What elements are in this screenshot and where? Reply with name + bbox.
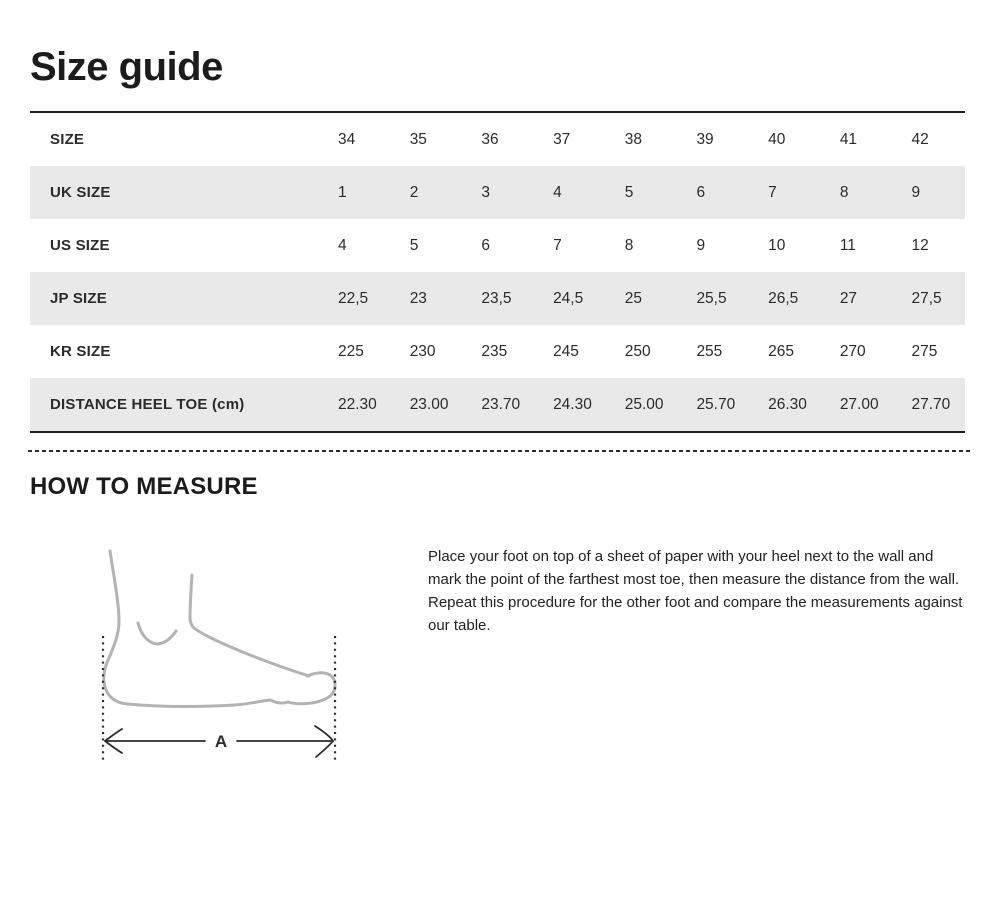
size-value: 11: [839, 236, 856, 254]
size-value: 42: [911, 130, 929, 148]
size-value: 38: [624, 130, 642, 148]
size-value: 25.70: [696, 395, 736, 413]
how-to-measure-heading: HOW TO MEASURE: [30, 473, 258, 500]
size-value: 25: [624, 289, 642, 307]
size-value: 10: [768, 236, 786, 254]
size-guide-page: [0, 44, 995, 775]
size-value: 27: [839, 289, 858, 307]
size-value: 4: [338, 236, 347, 254]
size-value: 24.30: [553, 395, 592, 413]
size-value: 2: [409, 183, 419, 201]
row-label: KR SIZE: [50, 343, 111, 360]
page-title: Size guide: [30, 45, 223, 89]
row-label: DISTANCE HEEL TOE (cm): [50, 396, 245, 413]
measure-instructions: Place your foot on top of a sheet of paper with your heel next to the wall and mark the point of the farthest most toe, then measure the distance from the wall. Repeat this procedure for the other foot and compare the measurements against our table.: [428, 548, 963, 634]
row-label: JP SIZE: [50, 290, 107, 307]
size-value: 3: [481, 183, 490, 201]
size-value: 41: [839, 130, 858, 148]
size-value: 245: [553, 342, 579, 360]
size-value: 23: [409, 289, 427, 307]
size-value: 1: [338, 183, 347, 201]
table-row: [30, 272, 965, 325]
row-label: SIZE: [50, 131, 85, 148]
size-value: 40: [768, 130, 786, 148]
foot-measurement-diagram: [85, 530, 355, 775]
size-value: 230: [409, 342, 436, 360]
size-value: 23,5: [481, 289, 512, 307]
size-value: 23.70: [481, 395, 521, 413]
size-value: 6: [696, 183, 706, 201]
dashed-divider: [28, 450, 970, 452]
size-value: 34: [338, 130, 356, 148]
size-value: 23.00: [409, 395, 449, 413]
size-value: 265: [768, 342, 794, 360]
table-row: [30, 325, 965, 378]
size-value: 275: [911, 342, 938, 360]
size-value: 4: [553, 183, 562, 201]
row-label: UK SIZE: [50, 184, 111, 201]
measurement-label-a: A: [214, 732, 228, 751]
table-row: [30, 378, 965, 431]
size-value: 22.30: [338, 395, 377, 413]
size-value: 26,5: [768, 289, 799, 307]
size-value: 5: [624, 183, 634, 201]
size-value: 22,5: [338, 289, 369, 307]
size-value: 5: [409, 236, 419, 254]
size-value: 12: [911, 236, 929, 254]
table-row: [30, 113, 965, 166]
size-value: 9: [696, 236, 706, 254]
size-value: 37: [553, 130, 571, 148]
size-value: 39: [696, 130, 714, 148]
size-value: 27.70: [911, 395, 951, 413]
size-value: 6: [481, 236, 490, 254]
size-value: 250: [624, 342, 651, 360]
size-value: 9: [911, 183, 921, 201]
size-value: 25.00: [624, 395, 664, 413]
size-value: 25,5: [696, 289, 727, 307]
size-value: 36: [481, 130, 499, 148]
size-value: 8: [624, 236, 634, 254]
foot-illustration-icon: [104, 551, 335, 706]
size-value: 26.30: [768, 395, 807, 413]
size-table: [30, 111, 965, 433]
row-label: US SIZE: [50, 237, 110, 254]
size-value: 255: [696, 342, 723, 360]
table-row: [30, 219, 965, 272]
size-value: 35: [409, 130, 427, 148]
size-value: 270: [839, 342, 866, 360]
size-value: 27.00: [839, 395, 879, 413]
size-value: 24,5: [553, 289, 584, 307]
measure-section: [30, 530, 965, 775]
size-value: 7: [768, 183, 777, 201]
table-row: [30, 166, 965, 219]
size-value: 27,5: [911, 289, 942, 307]
size-value: 235: [481, 342, 508, 360]
size-value: 7: [553, 236, 562, 254]
size-value: 8: [839, 183, 849, 201]
size-value: 225: [338, 342, 364, 360]
